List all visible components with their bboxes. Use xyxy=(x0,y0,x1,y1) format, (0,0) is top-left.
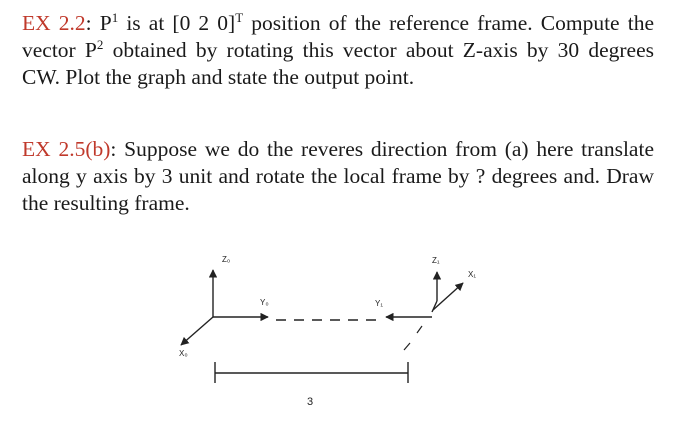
x0-axis xyxy=(181,317,213,345)
x1-axis-extension xyxy=(417,326,422,333)
exercise-2-5b-label: EX 2.5(b) xyxy=(22,137,111,161)
x1-label: X₁ xyxy=(468,270,477,279)
ex1-sup-t: T xyxy=(235,10,244,25)
distance-label: 3 xyxy=(307,396,314,408)
x1-axis-dash xyxy=(404,343,410,350)
y0-label: Y₀ xyxy=(260,298,269,307)
ex1-text-b: is at [0 2 0] xyxy=(118,11,236,35)
ex1-text-a: : P xyxy=(85,11,112,35)
z0-label: Z₀ xyxy=(222,255,231,264)
ex1-sup-2: 2 xyxy=(96,37,104,52)
ex2-text: : Suppose we do the reveres direction from (a) here translate along y axis by 3 unit and rotate the local frame by ? degrees and. Draw the resulting frame. xyxy=(22,137,654,215)
ex1-text-d: obtained by rotating this vector about Z-axis by 30 degrees CW. Plot the graph and state the output point. xyxy=(22,38,654,89)
y1-label: Y₁ xyxy=(375,299,384,308)
x0-label: X₀ xyxy=(179,349,188,358)
exercise-2-2-label: EX 2.2 xyxy=(22,11,86,35)
ex1-text-c: position of the reference frame. Compute the vector P xyxy=(22,11,654,62)
ex1-sup-1: 1 xyxy=(111,10,119,25)
z1-label: Z₁ xyxy=(432,256,440,265)
